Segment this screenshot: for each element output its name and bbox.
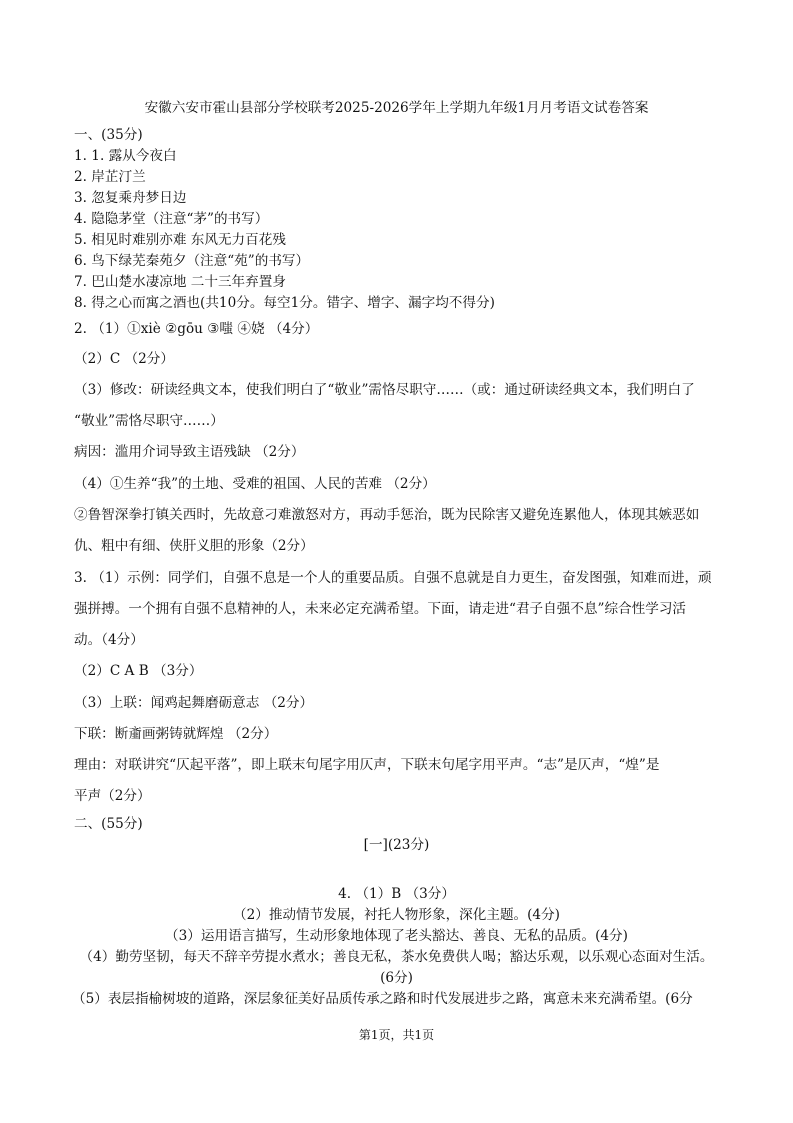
text-line: 2. （1）①xiè ②gōu ③嗤 ④娆 （4分） bbox=[74, 321, 319, 337]
text-line: 3. 忽复乘舟梦日边 bbox=[74, 190, 187, 206]
text-line: “敬业”需恪尽职守……） bbox=[74, 413, 224, 429]
answer-line: （5）表层指榆树坡的道路，深层象征美好品质传承之路和时代发展进步之路，寓意未来充满希望。(6分 bbox=[72, 991, 693, 1007]
answer-line: （4）勤劳坚韧，每天不辞辛劳提水煮水；善良无私，茶水免费供人喝；豁达乐观，以乐观心态面对生活。 bbox=[79, 949, 714, 965]
text-line: 2. 岸芷汀兰 bbox=[74, 169, 146, 185]
text-line: （3）修改：研读经典文本，使我们明白了“敬业”需恪尽职守……（或：通过研读经典文本，我们明白了 bbox=[74, 382, 695, 398]
text-line: 动。（4分） bbox=[74, 632, 144, 648]
document-title: 安徽六安市霍山县部分学校联考2025-2026学年上学期九年级1月月考语文试卷答案 bbox=[144, 100, 649, 116]
text-line: 4. 隐隐茅堂（注意“茅”的书写） bbox=[74, 211, 269, 227]
text-line: 仇、粗中有细、侠肝义胆的形象（2分） bbox=[74, 538, 314, 554]
text-line: 理由：对联讲究“仄起平落”，即上联末句尾字用仄声，下联末句尾字用平声。“志”是仄声，“煌”是 bbox=[74, 757, 660, 773]
text-line: （3）上联：闻鸡起舞磨砺意志 （2分） bbox=[74, 695, 314, 711]
answer-line: 4. （1）B （3分） bbox=[338, 886, 455, 902]
text-line: 平声（2分） bbox=[74, 788, 151, 804]
text-line: 7. 巴山楚水凄凉地 二十三年弃置身 bbox=[74, 274, 286, 290]
page-footer: 第1页，共1页 bbox=[358, 1028, 435, 1042]
text-line: 6. 鸟下绿芜秦苑夕（注意“苑”的书写） bbox=[74, 253, 310, 269]
text-line: 5. 相见时难别亦难 东风无力百花残 bbox=[74, 232, 286, 248]
text-line: （4）①生养“我”的土地、受难的祖国、人民的苦难 （2分） bbox=[74, 476, 436, 492]
text-line: 3. （1）示例：同学们，自强不息是一个人的重要品质。自强不息就是自力更生，奋发图强，知难而进，顽 bbox=[74, 570, 712, 586]
text-line: 强拼搏。一个拥有自强不息精神的人，未来必定充满希望。下面，请走进“君子自强不息”综合性学习活 bbox=[74, 601, 687, 617]
text-line: ②鲁智深拳打镇关西时，先故意刁难激怒对方，再动手惩治，既为民除害又避免连累他人，体现其嫉恶如 bbox=[74, 507, 700, 523]
section-heading: [一](23分) bbox=[363, 837, 430, 853]
text-line: 1. 1. 露从今夜白 bbox=[74, 148, 177, 164]
text-line: 二、(55分) bbox=[74, 816, 143, 832]
text-line: 下联：断齑画粥铸就辉煌 （2分） bbox=[74, 726, 278, 742]
text-line: 8. 得之心而寓之酒也(共10分。每空1分。错字、增字、漏字均不得分) bbox=[74, 295, 495, 311]
text-line: 病因：滥用介词导致主语残缺 （2分） bbox=[74, 444, 305, 460]
answer-line: (6分) bbox=[380, 970, 413, 986]
text-line: （2）C A B （3分） bbox=[74, 663, 203, 679]
text-line: 一、(35分) bbox=[74, 127, 143, 143]
text-line: （2）C （2分） bbox=[74, 351, 174, 367]
answer-line: （3）运用语言描写，生动形象地体现了老头豁达、善良、无私的品质。(4分) bbox=[165, 928, 628, 944]
answer-line: （2）推动情节发展，衬托人物形象，深化主题。(4分) bbox=[233, 907, 560, 923]
